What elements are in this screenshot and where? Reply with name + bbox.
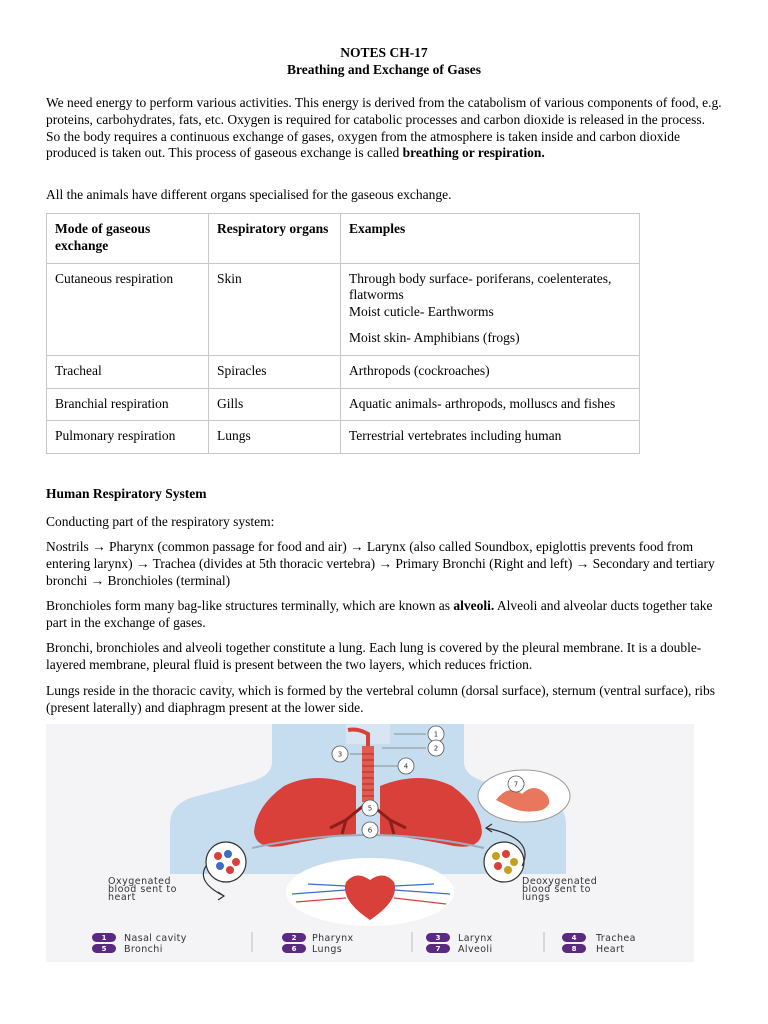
respiration-table <box>46 213 640 454</box>
legend-number: 3 <box>435 934 441 942</box>
cell-examples <box>341 421 640 454</box>
legend-label: Pharynx <box>312 933 354 944</box>
table-row <box>47 263 640 355</box>
legend-number: 5 <box>101 945 107 953</box>
table-row <box>47 421 640 454</box>
deoxygenated-caption-line: lungs <box>522 892 551 903</box>
oxygenated-caption-line: blood sent to <box>108 884 177 895</box>
legend-number: 4 <box>571 934 577 942</box>
legend-label: Larynx <box>458 933 493 944</box>
legend-label: Alveoli <box>458 944 493 955</box>
table-header-row <box>47 214 640 264</box>
oxygenated-caption-line: heart <box>108 892 136 903</box>
intro-bold-term: breathing or respiration. <box>402 145 545 161</box>
alveoli-bold-term: alveoli. <box>453 598 495 613</box>
alveoli-text-pre: Bronchioles form many bag-like structures terminally, which are known as <box>46 598 454 613</box>
conducting-paragraph: Conducting part of the respiratory system: <box>46 514 275 529</box>
title-line-notes: NOTES CH-17 <box>340 45 428 60</box>
figure-legend <box>92 932 636 955</box>
example-line: Through body surface- poriferans, coelenterates, flatworms <box>349 270 612 303</box>
example-line: Aquatic animals- arthropods, molluscs and fishes <box>349 395 616 411</box>
header-cell-examples: Examples <box>341 214 640 264</box>
respiratory-system-figure <box>46 724 694 962</box>
organs-intro-paragraph: All the animals have different organs specialised for the gaseous exchange. <box>46 187 452 202</box>
table-row <box>47 355 640 388</box>
callout-number: 1 <box>433 730 439 739</box>
callout-number: 4 <box>403 762 409 771</box>
callout-number: 3 <box>337 750 343 759</box>
cell-examples <box>341 263 640 355</box>
thoracic-paragraph: Lungs reside in the thoracic cavity, which is formed by the vertebral column (dorsal surface), sternum (ventral surface), ribs (present laterally) and diaphragm present at the lower side. <box>46 683 716 715</box>
title-line-chapter: Breathing and Exchange of Gases <box>286 62 482 77</box>
cell-mode: Pulmonary respiration <box>47 421 209 454</box>
legend-label: Lungs <box>312 944 343 955</box>
header-cell-organs: Respiratory organs <box>209 214 341 264</box>
cell-mode: Branchial respiration <box>47 388 209 421</box>
cell-examples <box>341 388 640 421</box>
example-line: Arthropods (cockroaches) <box>349 362 490 378</box>
alveoli-text-post: Alveoli and alveolar ducts together take part in the exchange of gases. <box>46 598 713 630</box>
example-line: Terrestrial vertebrates including human <box>349 428 562 444</box>
deoxygenated-caption-line: blood sent to <box>522 884 591 895</box>
deoxygenated-caption-line: Deoxygenated <box>522 876 598 887</box>
pathway-paragraph: Nostrils → Pharynx (common passage for food and air) → Larynx (also called Soundbox, epiglottis prevents food from entering larynx) → Trachea (divides at 5th thoracic vertebra) → Primary Bronchi (Right and left) → Secondary and tertiary bronchi → Bronchioles (terminal) <box>46 539 715 588</box>
alveoli-paragraph <box>46 598 722 632</box>
legend-label: Nasal cavity <box>124 933 187 944</box>
callout-number: 2 <box>433 744 439 753</box>
cell-examples <box>341 355 640 388</box>
cell-organ: Lungs <box>209 421 341 454</box>
callout-number: 5 <box>367 804 373 813</box>
intro-paragraph <box>46 95 722 162</box>
cell-organ: Skin <box>209 263 341 355</box>
section-heading: Human Respiratory System <box>46 486 207 501</box>
example-line: Moist cuticle- Earthworms <box>349 304 494 320</box>
document-title <box>46 44 722 78</box>
callout-number: 6 <box>367 826 373 835</box>
legend-label: Trachea <box>596 933 636 944</box>
table-row <box>47 388 640 421</box>
oxygenated-caption-line: Oxygenated <box>108 876 172 887</box>
legend-number: 1 <box>101 934 107 942</box>
cell-organ: Gills <box>209 388 341 421</box>
callout-number: 7 <box>513 780 519 789</box>
cell-mode: Tracheal <box>47 355 209 388</box>
cell-organ: Spiracles <box>209 355 341 388</box>
legend-number: 6 <box>291 945 297 953</box>
example-line: Moist skin- Amphibians (frogs) <box>349 329 520 345</box>
header-cell-mode: Mode of gaseous exchange <box>47 214 209 264</box>
legend-label: Bronchi <box>124 944 163 955</box>
legend-number: 7 <box>435 945 441 953</box>
legend-number: 2 <box>291 934 297 942</box>
legend-label: Heart <box>596 944 625 955</box>
cell-mode: Cutaneous respiration <box>47 263 209 355</box>
oxygenated-arrow-head <box>218 892 224 900</box>
legend-number: 8 <box>571 945 577 953</box>
intro-text: We need energy to perform various activities. This energy is derived from the catabolism of various components of food, e.g. proteins, carbohydrates, fats, etc. Oxygen is required for catabolic processes and carbon dioxide is released in the process. So the body requires a continuous exchange of gases, oxygen from the atmosphere is taken inside and carbon dioxide produced is taken out. This process of gaseous exchange is called <box>46 95 722 161</box>
respiratory-diagram <box>46 724 694 962</box>
pleura-paragraph: Bronchi, bronchioles and alveoli together constitute a lung. Each lung is covered by the pleural membrane. It is a double-layered membrane, pleural fluid is present between the two layers, which reduces friction. <box>46 640 702 672</box>
